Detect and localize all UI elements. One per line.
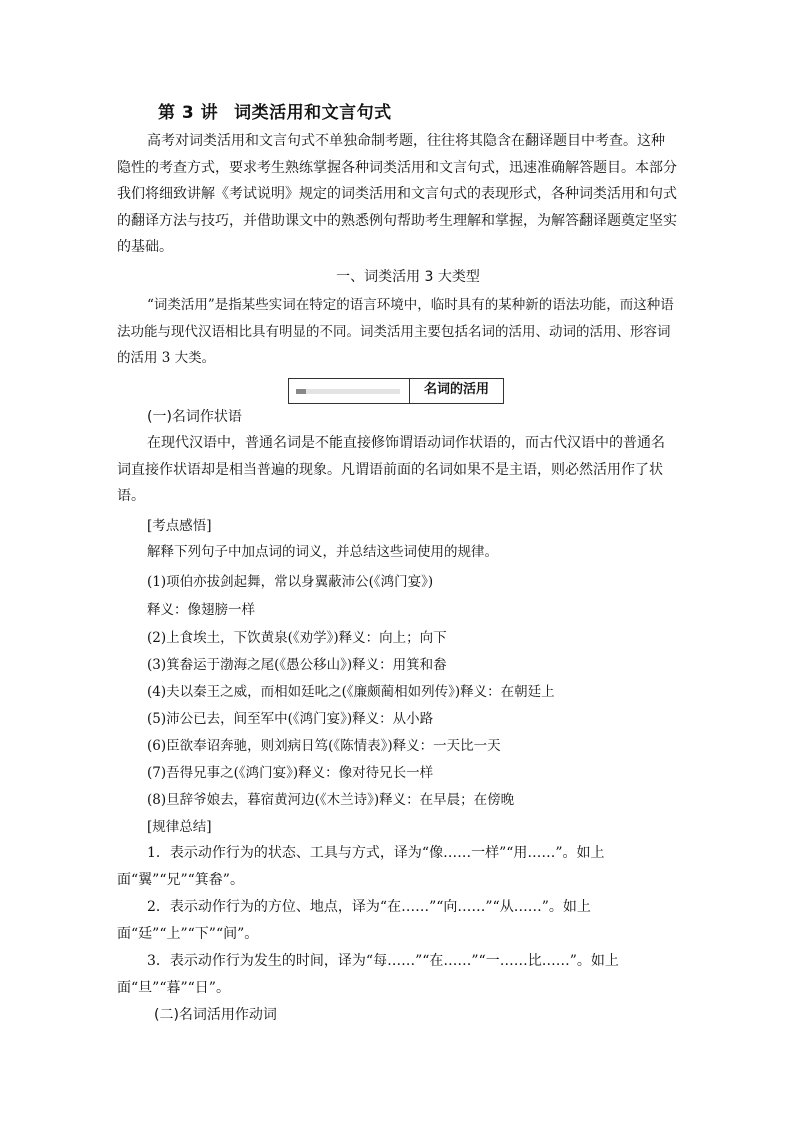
example-item: (6)臣欲奉诏奔驰，则刘病日笃(《陈情表》)释义：一天比一天 xyxy=(147,738,501,754)
intro-paragraph: 高考对词类活用和文言句式不单独命制考题，往往将其隐含在翻译题目中考查。这种隐性的考查方式，要求考生熟练掌握各种词类活用和文言句式，迅速准确解答题目。本部分我们将细致讲解《考试说明》规定的词类活用和文言句式的表现形式，各种词类活用和句式的翻译方法与技巧，并借助课文中的熟悉例句帮助考生理解和掌握，为解答翻译题奠定坚实的基础。 xyxy=(117,133,677,255)
example-item: (7)吾得兄事之(《鸿门宴》)释义：像对待兄长一样 xyxy=(147,765,434,781)
rule-item: 1．表示动作行为的状态、工具与方式，译为“像……一样”“用……”。如上面“翼”“兄”“箕畚”。 xyxy=(117,845,605,888)
subsection-description: 在现代汉语中，普通名词是不能直接修饰谓语动词作状语的，而古代汉语中的普通名词直接作状语却是相当普遍的现象。凡谓语前面的名词如果不是主语，则必然活用作了状语。 xyxy=(117,435,665,504)
guilv-label: [规律总结] xyxy=(147,819,212,835)
example-item: (5)沛公已去，间至军中(《鸿门宴》)释义：从小路 xyxy=(147,711,434,727)
progress-cell xyxy=(289,379,410,403)
example-item: (4)夫以秦王之威，而相如廷叱之(《廉颇蔺相如列传》)释义：在朝廷上 xyxy=(147,684,555,700)
section-label-box xyxy=(288,378,504,404)
section-heading: 一、词类活用 3 大类型 xyxy=(336,269,480,285)
progress-bar-fill xyxy=(296,389,306,394)
subsection-2-heading: (二)名词活用作动词 xyxy=(154,1007,277,1023)
subsection-heading: (一)名词作状语 xyxy=(147,409,242,425)
kaodian-instruction: 解释下列句子中加点词的词义，并总结这些词使用的规律。 xyxy=(147,544,498,560)
section-label: 名词的活用 xyxy=(423,382,489,397)
page-title xyxy=(158,98,392,123)
rule-item: 3．表示动作行为发生的时间，译为“每……”“在……”“一……比……”。如上面“旦”“暮”“日”。 xyxy=(117,953,619,996)
kaodian-label: [考点感悟] xyxy=(147,518,212,534)
example-1-answer: 释义：像翅膀一样 xyxy=(147,602,255,618)
chapter-number: 第 3 讲 xyxy=(158,103,219,123)
example-item: (8)旦辞爷娘去，暮宿黄河边(《木兰诗》)释义：在早晨；在傍晚 xyxy=(147,792,515,808)
example-item: (2)上食埃土，下饮黄泉(《劝学》)释义：向上；向下 xyxy=(147,630,447,646)
progress-bar xyxy=(296,389,400,394)
rule-item: 2．表示动作行为的方位、地点，译为“在……”“向……”“从……”。如上面“廷”“上”“下”“间”。 xyxy=(117,899,591,942)
section-description: “词类活用”是指某些实词在特定的语言环境中，临时具有的某种新的语法功能，而这种语法功能与现代汉语相比具有明显的不同。词类活用主要包括名词的活用、动词的活用、形容词的活用 3 大类。 xyxy=(117,297,674,366)
chapter-name: 词类活用和文言句式 xyxy=(234,103,392,123)
example-item: (3)箕畚运于渤海之尾(《愚公移山》)释义：用箕和畚 xyxy=(147,657,447,673)
example-1: (1)项伯亦拔剑起舞，常以身翼蔽沛公(《鸿门宴》) xyxy=(147,574,434,590)
